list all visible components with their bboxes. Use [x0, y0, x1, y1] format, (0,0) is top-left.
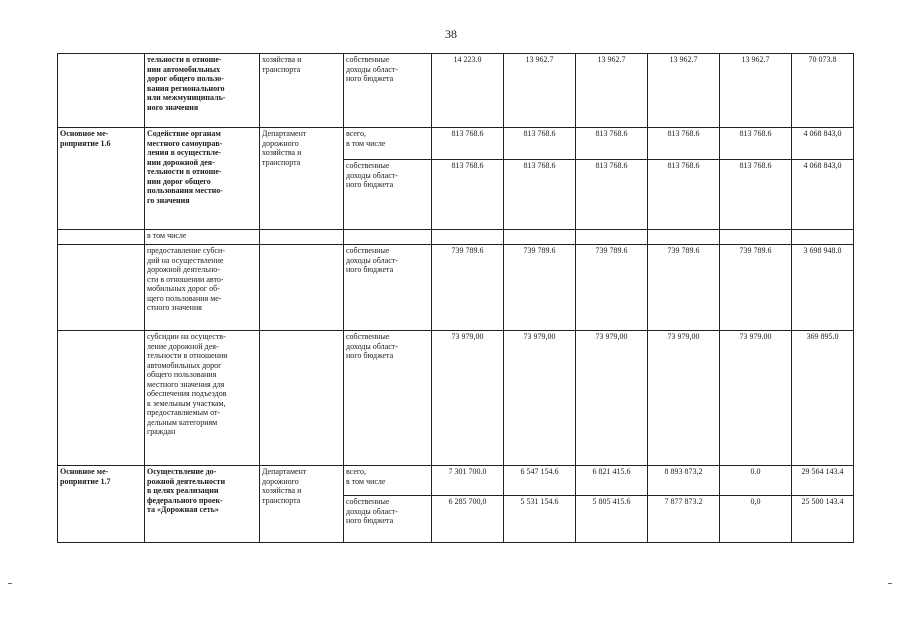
value-cell: 739 789.6 [648, 245, 720, 331]
value-cell: 813 768.6 [504, 160, 576, 230]
responsible-cell: хозяйства и транспорта [260, 54, 344, 128]
value-cell: 13 962.7 [648, 54, 720, 128]
value-cell: 73 979,00 [432, 331, 504, 466]
value-cell: 813 768.6 [720, 160, 792, 230]
total-cell: 29 564 143.4 [792, 466, 854, 496]
value-cell: 73 979.00 [720, 331, 792, 466]
funding-source-cell: собственные доходы област- ного бюджета [344, 496, 432, 543]
empty-cell [792, 230, 854, 245]
value-cell: 6 285 700,0 [432, 496, 504, 543]
value-cell: 73 979,00 [576, 331, 648, 466]
total-cell: 3 698 948.0 [792, 245, 854, 331]
value-cell: 0,0 [720, 496, 792, 543]
measure-name-cell: субсидии на осуществ- ление дорожной дея- тельности в отношении автомобильных дорог общего пользования местного значения для обеспечения подъездов к земельным участкам, предоставляемым от- дельным категориям граждан [145, 331, 260, 466]
table-row [58, 466, 854, 496]
measure-code-cell [58, 54, 145, 128]
value-cell: 73 979,00 [648, 331, 720, 466]
responsible-cell: Департамент дорожного хозяйства и транспорта [260, 466, 344, 543]
value-cell: 813 768.6 [648, 128, 720, 160]
value-cell: 73 979,00 [504, 331, 576, 466]
value-cell: 13 962.7 [576, 54, 648, 128]
value-cell: 739 789.6 [432, 245, 504, 331]
value-cell: 8 893 873,2 [648, 466, 720, 496]
table-row [58, 230, 854, 245]
table-row [58, 128, 854, 160]
empty-cell [260, 230, 344, 245]
total-cell: 70 073.8 [792, 54, 854, 128]
value-cell: 6 821 415.6 [576, 466, 648, 496]
value-cell: 813 768.6 [432, 128, 504, 160]
funding-source-cell: всего, в том числе [344, 128, 432, 160]
measure-code-cell: Основное ме- роприятие 1.7 [58, 466, 145, 543]
table-row [58, 54, 854, 128]
measure-name-cell: Содействие органам местного самоуправ- ления в осуществле- нии дорожной дея- тельности в отноше- нии дорог общего пользования местно- го значения [145, 128, 260, 230]
scan-edge-mark [888, 583, 892, 584]
value-cell: 14 223.0 [432, 54, 504, 128]
empty-cell [504, 230, 576, 245]
empty-cell [648, 230, 720, 245]
funding-source-cell: собственные доходы област- ного бюджета [344, 331, 432, 466]
empty-cell [432, 230, 504, 245]
total-cell: 4 068 843,0 [792, 160, 854, 230]
value-cell: 13 962.7 [504, 54, 576, 128]
value-cell: 813 768.6 [504, 128, 576, 160]
funding-source-cell: всего, в том числе [344, 466, 432, 496]
table-row [58, 331, 854, 466]
value-cell: 813 768.6 [648, 160, 720, 230]
funding-source-cell: собственные доходы област- ного бюджета [344, 245, 432, 331]
measure-name-cell: Осуществление до- рожной деятельности в целях реализации федерального проек- та «Дорожная сеть» [145, 466, 260, 543]
value-cell: 7 301 700.0 [432, 466, 504, 496]
value-cell: 739 789.6 [504, 245, 576, 331]
empty-cell [58, 230, 145, 245]
value-cell: 0.0 [720, 466, 792, 496]
empty-cell [576, 230, 648, 245]
value-cell: 813 768.6 [432, 160, 504, 230]
value-cell: 5 531 154.6 [504, 496, 576, 543]
value-cell: 7 877 873.2 [648, 496, 720, 543]
measure-name-cell: тельности в отноше- нии автомобильных дорог общего пользо- вания регионального или межмуниципаль- ного значения [145, 54, 260, 128]
funding-source-cell: собственные доходы област- ного бюджета [344, 54, 432, 128]
value-cell: 813 768.6 [576, 160, 648, 230]
total-cell: 369 895.0 [792, 331, 854, 466]
value-cell: 739 789.6 [720, 245, 792, 331]
total-cell: 25 500 143.4 [792, 496, 854, 543]
total-cell: 4 068 843,0 [792, 128, 854, 160]
section-label-cell: в том числе [145, 230, 260, 245]
measure-name-cell: предоставление субси- дий на осуществление дорожной деятельно- сти в отношении авто- мобильных дорог об- щего пользования ме- стного значения [145, 245, 260, 331]
empty-cell [344, 230, 432, 245]
empty-cell [58, 245, 145, 331]
empty-cell [58, 331, 145, 466]
empty-cell [720, 230, 792, 245]
value-cell: 13 962.7 [720, 54, 792, 128]
scan-edge-mark [8, 583, 12, 584]
responsible-cell: Департамент дорожного хозяйства и транспорта [260, 128, 344, 230]
table-row [58, 245, 854, 331]
value-cell: 813 768.6 [576, 128, 648, 160]
value-cell: 5 805 415.6 [576, 496, 648, 543]
value-cell: 813 768.6 [720, 128, 792, 160]
budget-table [57, 53, 854, 543]
empty-cell [260, 331, 344, 466]
page-number: 38 [445, 27, 457, 41]
empty-cell [260, 245, 344, 331]
measure-code-cell: Основное ме- роприятие 1.6 [58, 128, 145, 230]
value-cell: 739 789.6 [576, 245, 648, 331]
value-cell: 6 547 154.6 [504, 466, 576, 496]
funding-source-cell: собственные доходы област- ного бюджета [344, 160, 432, 230]
